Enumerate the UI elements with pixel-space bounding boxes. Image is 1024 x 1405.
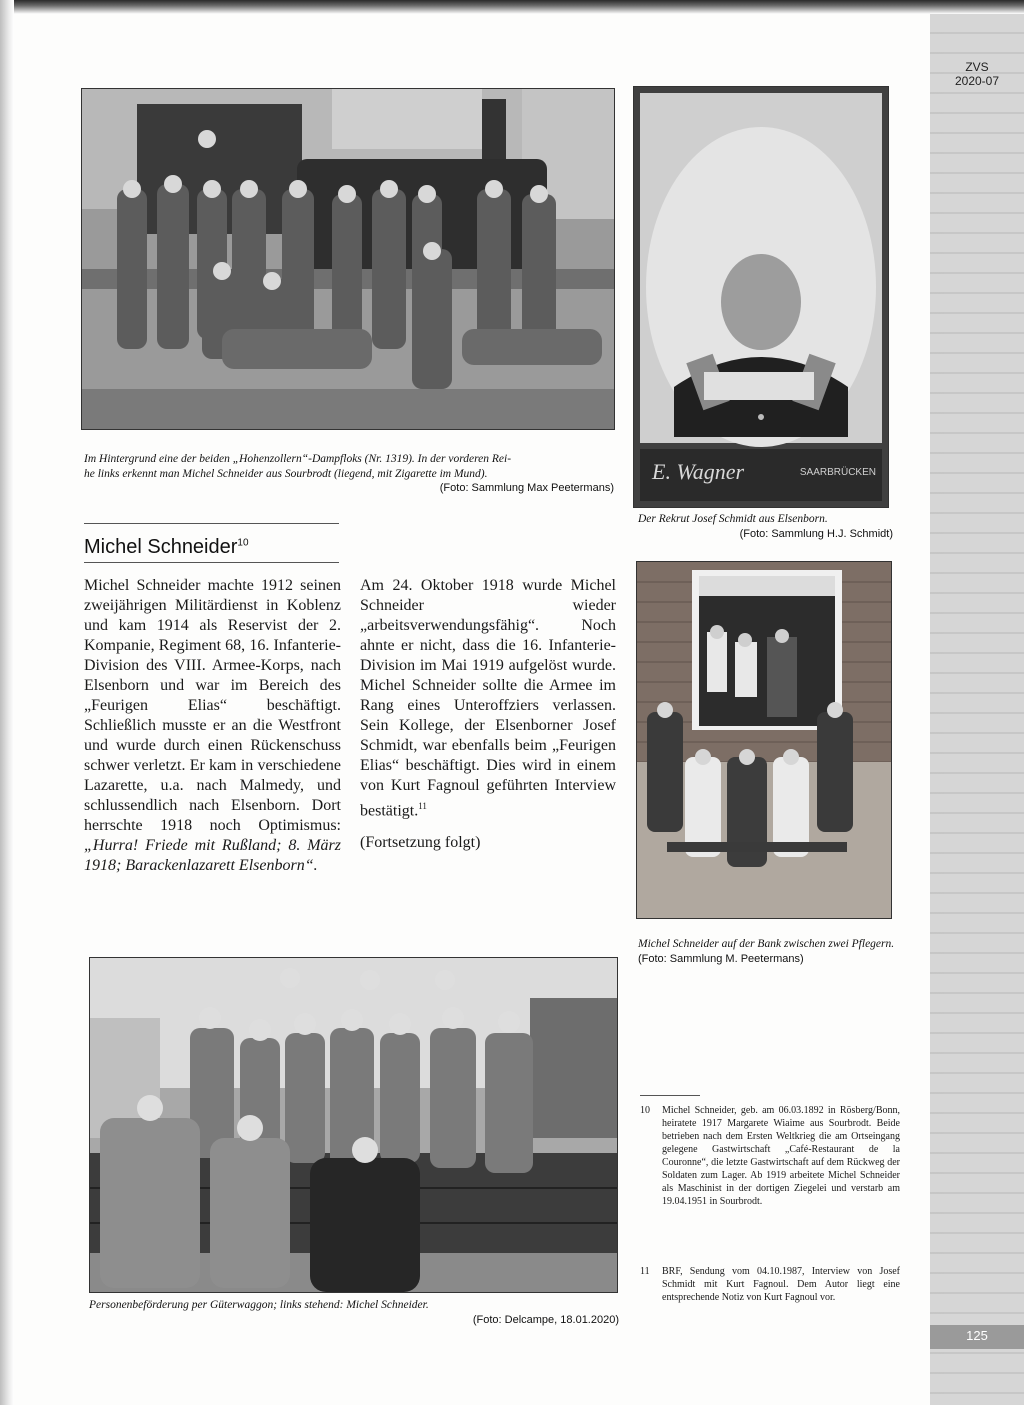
caption-locomotive-line1: Im Hintergrund eine der beiden „Hohenzollern“-Dampfloks (Nr. 1319). In der vorderen Rei- [84,453,512,465]
issue-label-line1: ZVS [965,60,989,74]
caption-wagon-text: Personenbeförderung per Güterwaggon; links stehend: Michel Schneider. [89,1299,429,1311]
footnote-11 [640,1265,900,1304]
column-2-note: 11 [418,801,427,811]
continued-note: (Fortsetzung folgt) [360,834,481,852]
credit-locomotive: (Foto: Sammlung Max Peetermans) [439,482,614,494]
photo-recruit [633,86,889,508]
credit-bench: (Foto: Sammlung M. Peetermans) [638,952,804,965]
column-2-text: Am 24. Oktober 1918 wurde Michel Schneider wieder „arbeitsverwendungsfähig“. Noch ahnte er nicht, dass die 16. Infanterie-Division im Mai 1919 aufgelöst wurde. Michel Schneider sollte die Armee im Rang eines Unteroffziers verlassen. Sein Kollege, der Elsenborner Josef Schmidt, war ebenfalls beim „Feurigen Elias“ beschäftigt. Dies wird in einem von Kurt Fagnoul geführten Interview bestätigt. [360,577,616,820]
photo-locomotive [81,88,615,430]
column-2-paragraph [360,576,616,821]
heading-rule-bottom [84,562,339,563]
caption-recruit-text: Der Rekrut Josef Schmidt aus Elsenborn. [638,513,828,525]
column-1-quote: „Hurra! Friede mit Rußland; 8. März 1918; Barackenlazarett Elsenborn“. [84,837,341,874]
margin-band [930,14,1024,1405]
issue-label [930,60,1024,88]
caption-wagon [89,1298,619,1327]
photo-wagon [89,957,618,1293]
caption-bench-text: Michel Schneider auf der Bank zwischen zwei Pflegern. [638,938,895,950]
scan-edge-left [0,0,14,1405]
column-1-paragraph [84,576,341,876]
article-column-1 [84,576,341,888]
caption-locomotive [84,452,614,496]
photo-bench [636,561,892,919]
studio-left: E. Wagner [652,459,745,484]
footnote-10-text: Michel Schneider, geb. am 06.03.1892 in Rösberg/Bonn, heiratete 1917 Margarete Wiaime aus Sourbrodt. Beide betrieben nach dem Ersten Weltkrieg die am Ortseingang gelegene Gastwirtschaft „Café-Restaurant de la Couronne“, die letzte Gastwirtschaft auf dem Rückweg der Soldaten zum Lager. Ab 1919 arbeitete Michel Schneider als Maschinist in der dortigen Ziegelei und verstarb am 19.04.1951 in Sourbrodt. [662,1105,900,1207]
caption-bench [638,937,896,966]
footnote-10-number: 10 [640,1105,650,1116]
studio-right: SAARBRÜCKEN [799,467,876,478]
article-heading [84,536,249,559]
article-heading-text: Michel Schneider [84,536,238,558]
footnote-10 [640,1104,900,1208]
caption-recruit [638,512,893,541]
footnote-11-number: 11 [640,1266,650,1277]
footnote-rule [640,1095,700,1096]
caption-locomotive-line2: he links erkennt man Michel Schneider aus Sourbrodt (liegend, mit Zigarette im Mund). [84,467,488,480]
credit-wagon: (Foto: Delcampe, 18.01.2020) [472,1313,619,1326]
heading-rule-top [84,523,339,524]
column-1-text: Michel Schneider machte 1912 seinen zweijährigen Militärdienst in Koblenz und kam 1914 als Reservist der 2. Kompanie, Regiment 68, 16. Infanterie-Division des VIII. Armee-Korps, nach Elsenborn und war im Bereich des „Feurigen Elias“ beschäftigt. Schließlich musste er an die Westfront und wurde durch einen Rückenschuss schwer verletzt. Er kam in verschiedene Lazarette, u.a. nach Malmedy, und schlussendlich nach Elsenborn. Dort herrschte 1918 noch Optimismus: [84,577,341,834]
issue-label-line2: 2020-07 [954,74,1000,88]
footnote-11-text: BRF, Sendung vom 04.10.1987, Interview von Josef Schmidt mit Kurt Fagnoul. Dem Autor liegt eine entsprechende Notiz von Kurt Fagnoul vor. [662,1266,900,1303]
page-number: 125 [966,1328,988,1343]
heading-note: 10 [237,537,249,549]
article-column-2 [360,576,616,865]
credit-recruit: (Foto: Sammlung H.J. Schmidt) [739,527,893,540]
scan-edge-top [0,0,1024,14]
